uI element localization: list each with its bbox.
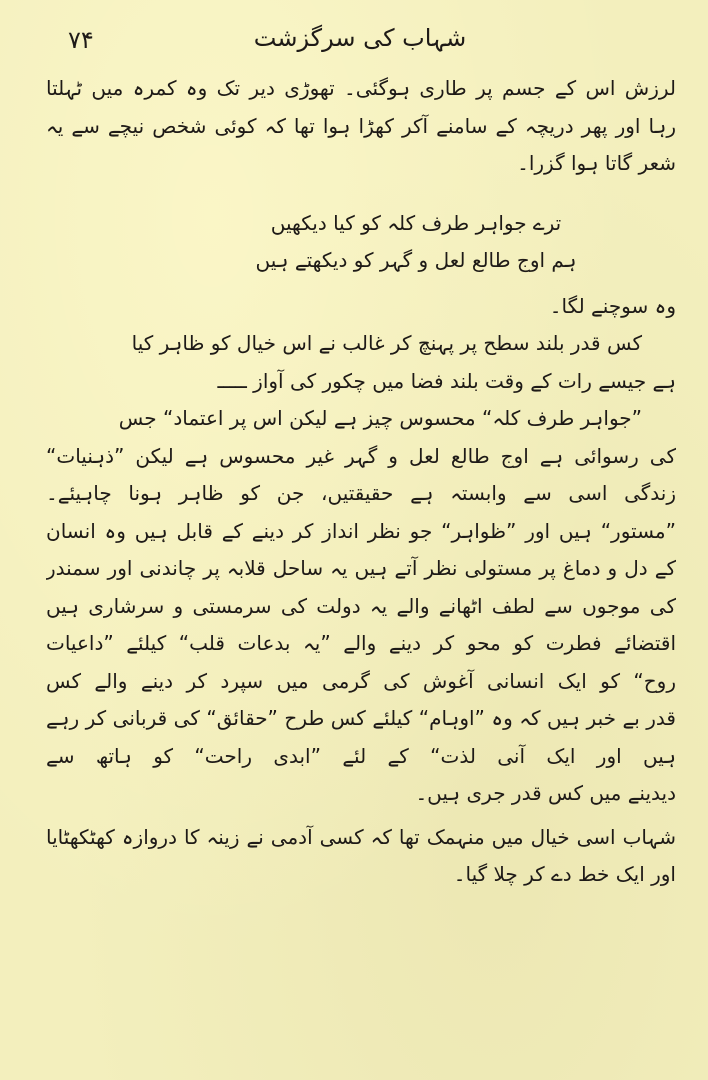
text-line: اور ایک خط دے کر چلا گیا۔ <box>453 862 676 886</box>
text-line: وہ سوچنے لگا۔ <box>549 293 676 318</box>
text-line: شعر گاتا ہوا گزرا۔ <box>517 151 676 175</box>
text-line: ہے جیسے رات کے وقت بلند فضا میں چکور کی آواز ـــــ <box>217 368 676 393</box>
text-line: کے دل و دماغ پر مستولی نظر آتے ہیں یہ ساحل قلابہ پر چاندنی اور سمندر <box>46 556 676 580</box>
text-line: کی موجوں سے لطف اٹھانے والے یہ دولت کی سرمستی و سرشاری ہیں <box>46 593 676 618</box>
text-line: زندگی اسی سے وابستہ ہے حقیقتیں، جن کو ظاہر ہونا چاہیئے۔ <box>46 481 676 505</box>
text-line: کس قدر بلند سطح پر پہنچ کر غالب نے اس خیال کو ظاہر کیا <box>131 331 642 355</box>
text-line: شہاب اسی خیال میں منہمک تھا کہ کسی آدمی نے زینہ کا دروازہ کھٹکھٹایا <box>46 824 676 849</box>
text-line: قدر بے خبر ہیں کہ وہ ”اوہام“ کیلئے کس طرح ”حقائق“ کی قربانی کر رہے <box>46 706 676 730</box>
text-line: لرزش اس کے جسم پر طاری ہوگئی۔ تھوڑی دیر تک وہ کمرہ میں ٹہلتا <box>46 76 676 100</box>
text-line: ہیں اور ایک آنی لذت“ کے لئے ”ابدی راحت“ کو ہاتھ سے <box>46 743 676 768</box>
text-line: روح“ کو ایک انسانی آغوش کی گرمی میں سپرد کر دینے والے کس <box>46 668 676 693</box>
page-header <box>40 18 680 62</box>
page-number: ۷۴ <box>68 26 94 54</box>
text-line: رہا اور پھر دریچہ کے سامنے آکر کھڑا ہوا تھا کہ کوئی شخص نیچے سے یہ <box>46 113 676 138</box>
text-line: ”مستور“ ہیں اور ”ظواہر“ جو نظر انداز کر دینے کے قابل ہیں وہ انسان <box>46 518 676 543</box>
text-line: ”جواہر طرف کلہ“ محسوس چیز ہے لیکن اس پر اعتماد“ جس <box>118 406 642 430</box>
text-line: اقتضائے فطرت کو محو کر دینے والے ”یہ بدعات قلب“ کیلئے ”داعیات <box>46 631 676 655</box>
running-title: شہاب کی سرگزشت <box>253 24 467 52</box>
body-text <box>46 70 676 894</box>
verse-line: ہم اوج طالع لعل و گہر کو دیکھتے ہیں <box>255 248 577 272</box>
text-line: دیدینے میں کس قدر جری ہیں۔ <box>415 781 676 805</box>
verse-line: ترے جواہر طرف کلہ کو کیا دیکھیں <box>270 210 562 235</box>
text-line: کی رسوائی ہے اوج طالع لعل و گہر غیر محسوس ہے لیکن ”ذہنیات“ <box>46 443 676 468</box>
